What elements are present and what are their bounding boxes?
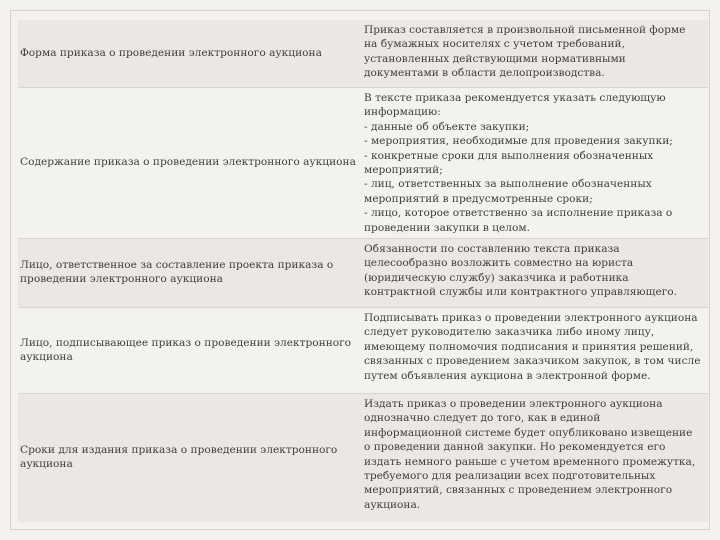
row-label: Содержание приказа о проведении электронного аукциона: [20, 156, 356, 169]
table-row: [18, 393, 708, 522]
table-row: [18, 307, 708, 393]
row-description: В тексте приказа рекомендуется указать следующую информацию: - данные об объекте закупки; - мероприятия, необходимые для проведения закупки; - конкретные сроки для выполнения обозначенных мероприятий; - лиц, ответственных за выполнение обозначенных мероприятий в предусмотренные сроки; - лицо, которое ответственно за исполнение приказа о проведении закупки в целом.: [364, 92, 673, 234]
row-description: Приказ составляется в произвольной письменной форме на бумажных носителях с учетом требований, установленных действующими нормативными документами в области делопроизводства.: [364, 24, 686, 80]
row-description: Обязанности по составлению текста приказа целесообразно возложить совместно на юриста (юридическую службу) заказчика и работника контрактной службы или контрактного управляющего.: [364, 243, 678, 299]
row-description: Подписывать приказ о проведении электронного аукциона следует руководителю заказчика либо иному лицу, имеющему полномочия подписания и принятия решений, связанных с проведением заказчиком закупок, в том числе путем объявления аукциона в электронной форме.: [364, 312, 701, 382]
row-label: Лицо, подписывающее приказ о проведении электронного аукциона: [20, 336, 352, 363]
info-table: [18, 20, 708, 522]
row-label: Сроки для издания приказа о проведении электронного аукциона: [20, 444, 338, 470]
row-label: Лицо, ответственное за составление проекта приказа о проведении электронного аукциона: [20, 259, 334, 285]
row-label: Форма приказа о проведении электронного аукциона: [20, 46, 322, 59]
table-row: [18, 87, 708, 238]
table-row: [18, 238, 708, 307]
table-row: [18, 20, 708, 87]
row-description: Издать приказ о проведении электронного аукциона однозначно следует до того, как в единой информационной системе будет опубликовано извещение о проведении данной закупки. Но рекомендуется его издать немного раньше с учетом временного промежутка, требуемого для реализации всех подготовительных мероприятий, связанных с проведением электронного аукциона.: [364, 398, 696, 511]
